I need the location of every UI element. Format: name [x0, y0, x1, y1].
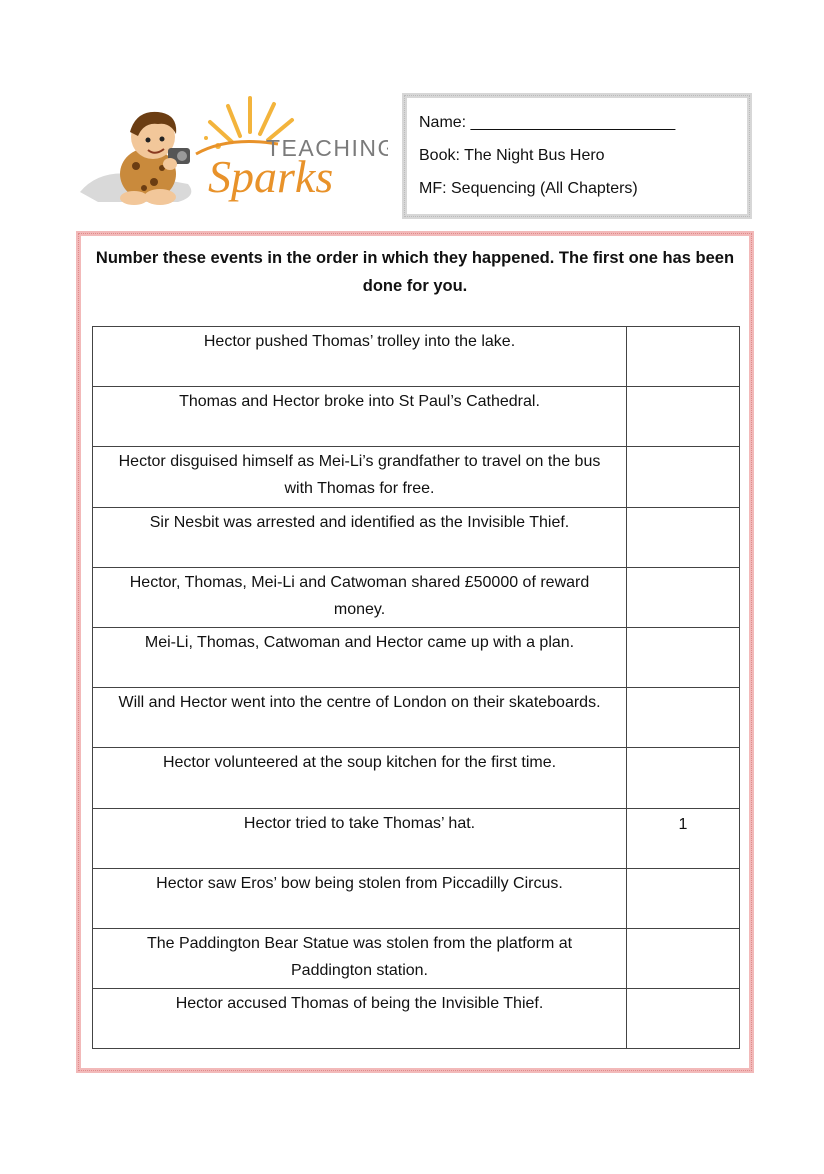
event-order-number[interactable] — [627, 748, 740, 808]
event-row — [93, 327, 740, 387]
event-order-number[interactable] — [627, 507, 740, 567]
event-text: Hector volunteered at the soup kitchen for the first time. — [93, 748, 627, 808]
event-order-number[interactable] — [627, 928, 740, 988]
teaching-sparks-logo — [78, 92, 388, 222]
logo-graphic — [78, 92, 388, 222]
event-row — [93, 447, 740, 507]
event-text: Sir Nesbit was arrested and identified as the Invisible Thief. — [93, 507, 627, 567]
events-table — [92, 326, 740, 1049]
event-order-number[interactable] — [627, 447, 740, 507]
event-text: Mei-Li, Thomas, Catwoman and Hector came up with a plan. — [93, 627, 627, 687]
worksheet-panel — [76, 231, 754, 1073]
event-order-number[interactable] — [627, 327, 740, 387]
event-order-number[interactable]: 1 — [627, 808, 740, 868]
activity-title: MF: Sequencing (All Chapters) — [419, 180, 638, 197]
event-row — [93, 868, 740, 928]
instructions: Number these events in the order in which they happened. The first one has been done for you. — [95, 249, 735, 295]
event-order-number[interactable] — [627, 989, 740, 1049]
event-row — [93, 387, 740, 447]
event-text: The Paddington Bear Statue was stolen from the platform at Paddington station. — [93, 928, 627, 988]
event-order-number[interactable] — [627, 567, 740, 627]
event-row — [93, 567, 740, 627]
event-order-number[interactable] — [627, 387, 740, 447]
event-text: Hector disguised himself as Mei-Li’s grandfather to travel on the bus with Thomas for free. — [93, 447, 627, 507]
name-field[interactable]: Name: _______________________ — [419, 114, 676, 131]
event-text: Hector pushed Thomas’ trolley into the lake. — [93, 327, 627, 387]
event-row — [93, 808, 740, 868]
event-order-number[interactable] — [627, 688, 740, 748]
event-text: Hector accused Thomas of being the Invisible Thief. — [93, 989, 627, 1049]
event-order-number[interactable] — [627, 627, 740, 687]
logo-text-sparks: Sparks — [208, 151, 334, 202]
event-text: Hector, Thomas, Mei-Li and Catwoman shared £50000 of reward money. — [93, 567, 627, 627]
event-order-number[interactable] — [627, 868, 740, 928]
event-row — [93, 928, 740, 988]
logo-text-teaching: TEACHING — [266, 135, 388, 161]
event-text: Hector tried to take Thomas’ hat. — [93, 808, 627, 868]
event-row — [93, 688, 740, 748]
book-title: Book: The Night Bus Hero — [419, 147, 605, 164]
event-row — [93, 748, 740, 808]
student-info-box — [402, 93, 752, 219]
event-text: Thomas and Hector broke into St Paul’s Cathedral. — [93, 387, 627, 447]
event-row — [93, 507, 740, 567]
event-text: Hector saw Eros’ bow being stolen from Piccadilly Circus. — [93, 868, 627, 928]
event-row — [93, 627, 740, 687]
event-text: Will and Hector went into the centre of London on their skateboards. — [93, 688, 627, 748]
event-row — [93, 989, 740, 1049]
